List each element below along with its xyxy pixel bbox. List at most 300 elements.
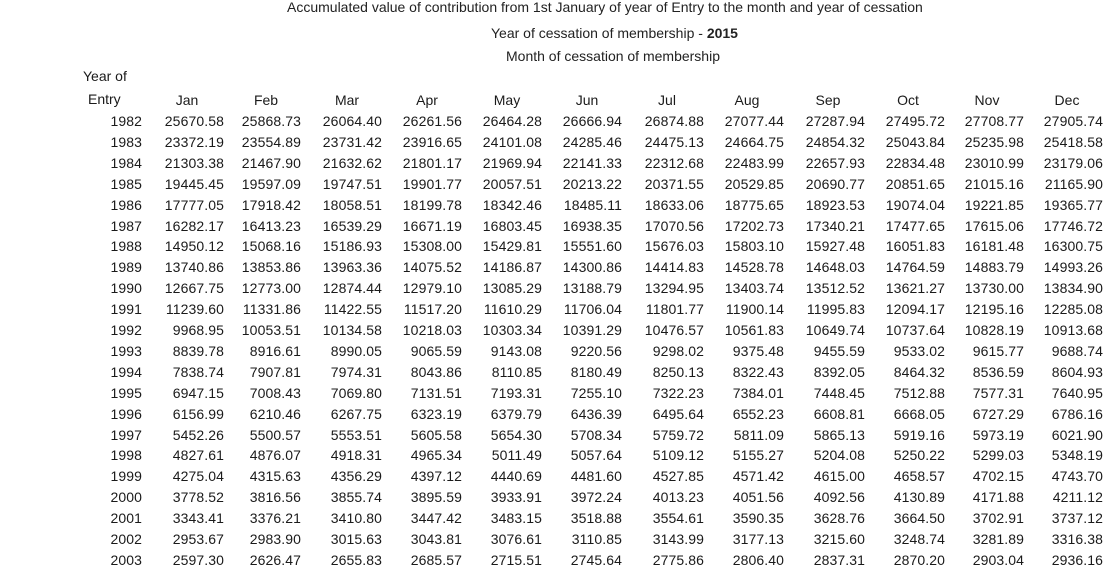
month-header-oct: Oct [897,92,919,108]
value-cell-dec: 3737.12 [1051,510,1103,527]
value-cell-nov: 12195.16 [964,301,1024,318]
value-cell-feb: 23554.89 [241,133,301,150]
value-cell-nov: 7577.31 [972,384,1024,401]
value-cell-may: 5654.30 [490,426,542,443]
table-row [0,134,1120,154]
value-cell-aug: 14528.78 [724,259,784,276]
value-cell-dec: 5348.19 [1051,447,1103,464]
value-cell-nov: 13730.00 [964,280,1024,297]
value-cell-mar: 18058.51 [322,196,382,213]
value-cell-mar: 15186.93 [322,238,382,255]
value-cell-jul: 4013.23 [652,489,704,506]
value-cell-may: 20057.51 [482,175,542,192]
value-cell-apr: 16671.19 [402,217,462,234]
value-cell-feb: 25868.73 [241,113,301,129]
value-cell-jun: 22141.33 [562,154,622,171]
value-cell-jul: 24475.13 [644,133,704,150]
value-cell-sep: 4615.00 [813,468,865,485]
value-cell-sep: 5204.08 [813,447,865,464]
entry-year-cell: 1999 [110,468,142,485]
value-cell-feb: 2626.47 [249,551,301,568]
value-cell-dec: 10913.68 [1043,322,1103,338]
value-cell-sep: 9455.59 [813,342,865,359]
cessation-year-label: Year of cessation of membership - [491,25,707,41]
value-cell-sep: 20690.77 [805,175,865,192]
value-cell-jul: 5759.72 [652,426,704,443]
value-cell-may: 7193.31 [490,384,542,401]
value-cell-nov: 5973.19 [972,426,1024,443]
value-cell-oct: 22834.48 [885,154,945,171]
value-cell-feb: 11331.86 [242,301,301,318]
value-cell-feb: 21467.90 [241,154,301,171]
value-cell-oct: 3664.50 [893,510,945,527]
value-cell-aug: 27077.44 [724,113,784,129]
value-cell-jun: 4481.60 [570,468,622,485]
value-cell-jun: 11706.04 [563,301,622,318]
value-cell-jul: 6495.64 [652,405,704,422]
value-cell-sep: 11995.83 [806,301,865,318]
value-cell-apr: 6323.19 [410,405,462,422]
value-cell-apr: 4397.12 [410,468,462,485]
value-cell-aug: 9375.48 [732,342,784,359]
value-cell-may: 24101.08 [482,133,542,150]
value-cell-jun: 5708.34 [570,426,622,443]
value-cell-jan: 3778.52 [172,489,224,506]
entry-year-cell: 1988 [110,238,142,255]
value-cell-jun: 2745.64 [570,551,622,568]
value-cell-sep: 14648.03 [805,259,865,276]
value-cell-jan: 23372.19 [164,133,224,150]
value-cell-jan: 25670.58 [164,113,224,129]
value-cell-may: 6379.79 [490,405,542,422]
value-cell-jun: 7255.10 [570,384,622,401]
value-cell-apr: 3043.81 [410,531,462,547]
value-cell-may: 4440.69 [490,468,542,485]
value-cell-oct: 3248.74 [893,531,945,547]
table-row [0,238,1120,258]
value-cell-feb: 2983.90 [249,531,301,547]
month-header-jan: Jan [175,92,199,108]
value-cell-nov: 10828.19 [964,322,1024,338]
value-cell-mar: 7069.80 [330,384,382,401]
value-cell-aug: 2806.40 [732,551,784,568]
value-cell-jun: 5057.64 [570,447,622,464]
value-cell-jul: 7322.23 [652,384,704,401]
value-cell-jun: 13188.79 [562,280,622,297]
value-cell-jul: 15676.03 [644,238,704,255]
entry-year-cell: 1995 [110,384,142,401]
value-cell-jun: 26666.94 [562,113,622,129]
value-cell-dec: 7640.95 [1051,384,1103,401]
value-cell-apr: 12979.10 [402,280,462,297]
value-cell-dec: 9688.74 [1051,342,1103,359]
value-cell-sep: 15927.48 [805,238,865,255]
value-cell-mar: 13963.36 [322,259,382,276]
value-cell-sep: 6608.81 [813,405,865,422]
value-cell-apr: 21801.17 [402,154,462,171]
table-row [0,259,1120,279]
value-cell-aug: 18775.65 [724,196,784,213]
table-row [0,447,1120,467]
value-cell-may: 13085.29 [482,280,542,297]
table-title: Accumulated value of contribution from 1st January of year of Entry to the month and year of cessation [287,0,923,15]
value-cell-oct: 16051.83 [885,238,945,255]
value-cell-jun: 3972.24 [570,489,622,506]
value-cell-sep: 24854.32 [805,133,865,150]
value-cell-jan: 11239.60 [165,301,224,318]
value-cell-sep: 7448.45 [813,384,865,401]
value-cell-jul: 18633.06 [644,196,704,213]
value-cell-jul: 13294.95 [644,280,704,297]
value-cell-sep: 10649.74 [805,322,865,338]
table-row [0,322,1120,342]
value-cell-may: 5011.49 [491,447,542,464]
value-cell-may: 26464.28 [482,113,542,129]
cessation-year-heading [491,25,738,41]
value-cell-jul: 11801.77 [645,301,704,318]
value-cell-nov: 4702.15 [972,468,1024,485]
value-cell-jan: 16282.17 [164,217,224,234]
value-cell-jun: 9220.56 [570,342,622,359]
value-cell-jul: 22312.68 [644,154,704,171]
entry-year-cell: 1998 [110,447,142,464]
value-cell-aug: 15803.10 [724,238,784,255]
value-cell-dec: 14993.26 [1043,259,1103,276]
value-cell-aug: 17202.73 [724,217,784,234]
value-cell-jul: 2775.86 [652,551,704,568]
value-cell-jan: 8839.78 [172,342,224,359]
value-cell-nov: 23010.99 [964,154,1024,171]
value-cell-dec: 25418.58 [1043,133,1103,150]
value-cell-may: 3483.15 [490,510,542,527]
value-cell-jul: 10476.57 [644,322,704,338]
value-cell-apr: 10218.03 [402,322,462,338]
value-cell-apr: 2685.57 [410,551,462,568]
value-cell-jun: 14300.86 [562,259,622,276]
table-row [0,489,1120,509]
value-cell-jan: 6156.99 [172,405,224,422]
value-cell-oct: 6668.05 [893,405,945,422]
table-row [0,406,1120,426]
value-cell-dec: 13834.90 [1043,280,1103,297]
month-header-jun: Jun [575,92,599,108]
entry-year-cell: 1984 [110,154,142,171]
value-cell-dec: 21165.90 [1044,175,1103,192]
value-cell-mar: 4356.29 [330,468,382,485]
value-cell-jan: 7838.74 [172,363,224,380]
value-cell-jan: 4275.04 [172,468,224,485]
value-cell-jan: 9968.95 [172,322,224,338]
value-cell-feb: 4315.63 [249,468,301,485]
value-cell-sep: 4092.56 [813,489,865,506]
value-cell-oct: 2870.20 [893,551,945,568]
entry-year-cell: 1986 [110,196,142,213]
table-row [0,218,1120,238]
value-cell-nov: 27708.77 [964,113,1024,129]
value-cell-dec: 23179.06 [1043,154,1103,171]
value-cell-jul: 3554.61 [652,510,704,527]
value-cell-aug: 22483.99 [724,154,784,171]
value-cell-feb: 7907.81 [249,363,301,380]
value-cell-nov: 6727.29 [972,405,1024,422]
value-cell-may: 11610.29 [483,301,542,318]
month-header-nov: Nov [974,92,1000,108]
value-cell-dec: 16300.75 [1043,238,1103,255]
value-cell-feb: 19597.09 [241,175,301,192]
value-cell-sep: 8392.05 [813,363,865,380]
value-cell-aug: 3590.35 [732,510,784,527]
value-cell-apr: 7131.51 [410,384,462,401]
month-header-sep: Sep [815,92,841,108]
value-cell-aug: 8322.43 [732,363,784,380]
table-row [0,155,1120,175]
value-cell-nov: 3281.89 [972,531,1024,547]
value-cell-jan: 21303.38 [164,154,224,171]
value-cell-feb: 5500.57 [249,426,301,443]
value-cell-nov: 21015.16 [964,175,1024,192]
value-cell-jul: 14414.83 [644,259,704,276]
value-cell-mar: 11422.55 [323,301,382,318]
value-cell-may: 3933.91 [490,489,542,506]
value-cell-jun: 15551.60 [562,238,622,255]
entry-year-cell: 1985 [110,175,142,192]
value-cell-dec: 2936.16 [1051,551,1103,568]
table-row [0,468,1120,488]
value-cell-sep: 17340.21 [805,217,865,234]
value-cell-may: 10303.34 [482,322,542,338]
value-cell-mar: 12874.44 [322,280,382,297]
value-cell-oct: 12094.17 [885,301,945,318]
value-cell-aug: 4051.56 [732,489,784,506]
value-cell-jan: 2953.67 [172,531,224,547]
value-cell-may: 16803.45 [482,217,542,234]
value-cell-nov: 9615.77 [972,342,1024,359]
value-cell-dec: 6021.90 [1051,426,1103,443]
value-cell-aug: 3177.13 [732,531,784,547]
value-cell-mar: 4918.31 [330,447,382,464]
month-header-apr: Apr [416,92,438,108]
table-row [0,364,1120,384]
value-cell-feb: 3376.21 [249,510,301,527]
value-cell-sep: 5865.13 [813,426,865,443]
value-cell-apr: 15308.00 [402,238,462,255]
value-cell-mar: 21632.62 [322,154,382,171]
value-cell-jul: 17070.56 [644,217,704,234]
value-cell-feb: 17918.42 [241,196,301,213]
value-cell-oct: 27495.72 [885,113,945,129]
value-cell-mar: 16539.29 [322,217,382,234]
value-cell-may: 9143.08 [490,342,542,359]
value-cell-jul: 26874.88 [644,113,704,129]
value-cell-oct: 19074.04 [885,196,945,213]
value-cell-nov: 16181.48 [964,238,1024,255]
entry-year-cell: 1983 [110,133,142,150]
value-cell-oct: 20851.65 [885,175,945,192]
value-cell-dec: 6786.16 [1051,405,1103,422]
value-cell-apr: 11517.20 [403,301,462,318]
entry-year-cell: 1997 [110,426,142,443]
value-cell-jul: 4527.85 [652,468,704,485]
value-cell-sep: 3215.60 [813,531,865,547]
cessation-month-heading: Month of cessation of membership [506,48,720,64]
value-cell-nov: 14883.79 [964,259,1024,276]
value-cell-jun: 3110.85 [571,531,622,547]
entry-year-cell: 1993 [110,342,142,359]
value-cell-may: 8110.85 [491,363,542,380]
value-cell-feb: 6210.46 [249,405,301,422]
value-cell-feb: 4876.07 [249,447,301,464]
value-cell-jan: 13740.86 [164,259,224,276]
value-cell-mar: 3855.74 [330,489,382,506]
value-cell-jun: 18485.11 [563,196,622,213]
table-row [0,510,1120,530]
value-cell-dec: 4211.12 [1052,489,1103,506]
value-cell-jun: 24285.46 [562,133,622,150]
value-cell-aug: 6552.23 [732,405,784,422]
value-cell-jul: 9298.02 [652,342,704,359]
value-cell-dec: 4743.70 [1051,468,1103,485]
value-cell-apr: 3895.59 [410,489,462,506]
value-cell-sep: 27287.94 [805,113,865,129]
value-cell-jul: 3143.99 [652,531,704,547]
month-header-dec: Dec [1054,92,1080,108]
value-cell-apr: 4965.34 [410,447,462,464]
value-cell-aug: 5811.09 [733,426,784,443]
value-cell-jan: 12667.75 [164,280,224,297]
value-cell-sep: 22657.93 [805,154,865,171]
value-cell-apr: 26261.56 [402,113,462,129]
value-cell-sep: 2837.31 [813,551,865,568]
value-cell-nov: 3702.91 [972,510,1024,527]
entry-year-cell: 2000 [110,489,142,506]
table-row [0,197,1120,217]
value-cell-mar: 23731.42 [322,133,382,150]
entry-year-cell: 1994 [110,363,142,380]
value-cell-nov: 25235.98 [964,133,1024,150]
value-cell-aug: 5155.27 [732,447,784,464]
value-cell-sep: 18923.53 [805,196,865,213]
value-cell-apr: 5605.58 [410,426,462,443]
entry-year-cell: 1989 [110,259,142,276]
table-row [0,531,1120,551]
entry-year-cell: 1982 [110,113,142,129]
value-cell-jul: 8250.13 [652,363,704,380]
value-cell-jul: 20371.55 [644,175,704,192]
value-cell-jun: 10391.29 [562,322,622,338]
value-cell-feb: 16413.23 [241,217,301,234]
entry-year-cell: 1987 [110,217,142,234]
value-cell-oct: 5919.16 [893,426,945,443]
value-cell-nov: 17615.06 [964,217,1024,234]
value-cell-mar: 19747.51 [322,175,382,192]
value-cell-jul: 5109.12 [652,447,704,464]
value-cell-nov: 8536.59 [972,363,1024,380]
value-cell-jan: 2597.30 [172,551,224,568]
value-cell-feb: 12773.00 [241,280,301,297]
value-cell-jun: 16938.35 [562,217,622,234]
value-cell-apr: 23916.65 [402,133,462,150]
entry-year-cell: 2001 [110,510,142,527]
value-cell-jun: 3518.88 [570,510,622,527]
value-cell-may: 18342.46 [482,196,542,213]
month-header-may: May [493,92,521,108]
value-cell-feb: 3816.56 [249,489,301,506]
value-cell-sep: 3628.76 [813,510,865,527]
value-cell-nov: 4171.88 [972,489,1024,506]
value-cell-jun: 6436.39 [570,405,622,422]
value-cell-jan: 17777.05 [164,196,224,213]
value-cell-jan: 5452.26 [172,426,224,443]
table-row [0,301,1120,321]
value-cell-aug: 7384.01 [732,384,784,401]
value-cell-dec: 3316.38 [1051,531,1103,547]
value-cell-may: 2715.51 [490,551,542,568]
value-cell-nov: 19221.85 [964,196,1024,213]
value-cell-nov: 5299.03 [972,447,1024,464]
value-cell-oct: 5250.22 [893,447,945,464]
value-cell-apr: 9065.59 [410,342,462,359]
value-cell-sep: 13512.52 [805,280,865,297]
value-cell-dec: 17746.72 [1043,217,1103,234]
value-cell-aug: 20529.85 [724,175,784,192]
value-cell-feb: 13853.86 [241,259,301,276]
value-cell-aug: 10561.83 [724,322,784,338]
cessation-year-value: 2015 [706,25,738,41]
value-cell-mar: 6267.75 [330,405,382,422]
table-row [0,176,1120,196]
value-cell-oct: 13621.27 [885,280,945,297]
value-cell-mar: 5553.51 [330,426,382,443]
value-cell-dec: 19365.77 [1043,196,1103,213]
value-cell-mar: 3015.63 [330,531,382,547]
value-cell-oct: 4658.57 [893,468,945,485]
month-header-jul: Jul [658,92,676,108]
value-cell-mar: 7974.31 [330,363,382,380]
value-cell-jan: 3343.41 [172,510,224,527]
table-row [0,385,1120,405]
value-cell-oct: 7512.88 [893,384,945,401]
value-cell-jun: 8180.49 [570,363,622,380]
value-cell-apr: 14075.52 [402,259,462,276]
month-header-mar: Mar [334,92,360,108]
value-cell-feb: 7008.43 [249,384,301,401]
table-row [0,280,1120,300]
table-row [0,343,1120,363]
value-cell-apr: 3447.42 [410,510,462,527]
value-cell-feb: 15068.16 [241,238,301,255]
value-cell-may: 15429.81 [482,238,542,255]
value-cell-aug: 13403.74 [724,280,784,297]
value-cell-aug: 24664.75 [724,133,784,150]
value-cell-apr: 8043.86 [410,363,462,380]
value-cell-apr: 18199.78 [402,196,462,213]
value-cell-oct: 10737.64 [885,322,945,338]
entry-year-cell: 2002 [110,531,142,547]
value-cell-oct: 14764.59 [885,259,945,276]
value-cell-jan: 19445.45 [164,175,224,192]
value-cell-dec: 8604.93 [1051,363,1103,380]
table-row [0,552,1120,572]
year-of-entry-header-line1: Year of [83,68,127,84]
year-of-entry-header-line2: Entry [88,91,121,107]
value-cell-jun: 20213.22 [562,175,622,192]
value-cell-may: 14186.87 [482,259,542,276]
value-cell-mar: 26064.40 [322,113,382,129]
entry-year-cell: 1992 [110,322,142,338]
entry-year-cell: 1991 [110,301,142,318]
table-row [0,427,1120,447]
value-cell-apr: 19901.77 [402,175,462,192]
